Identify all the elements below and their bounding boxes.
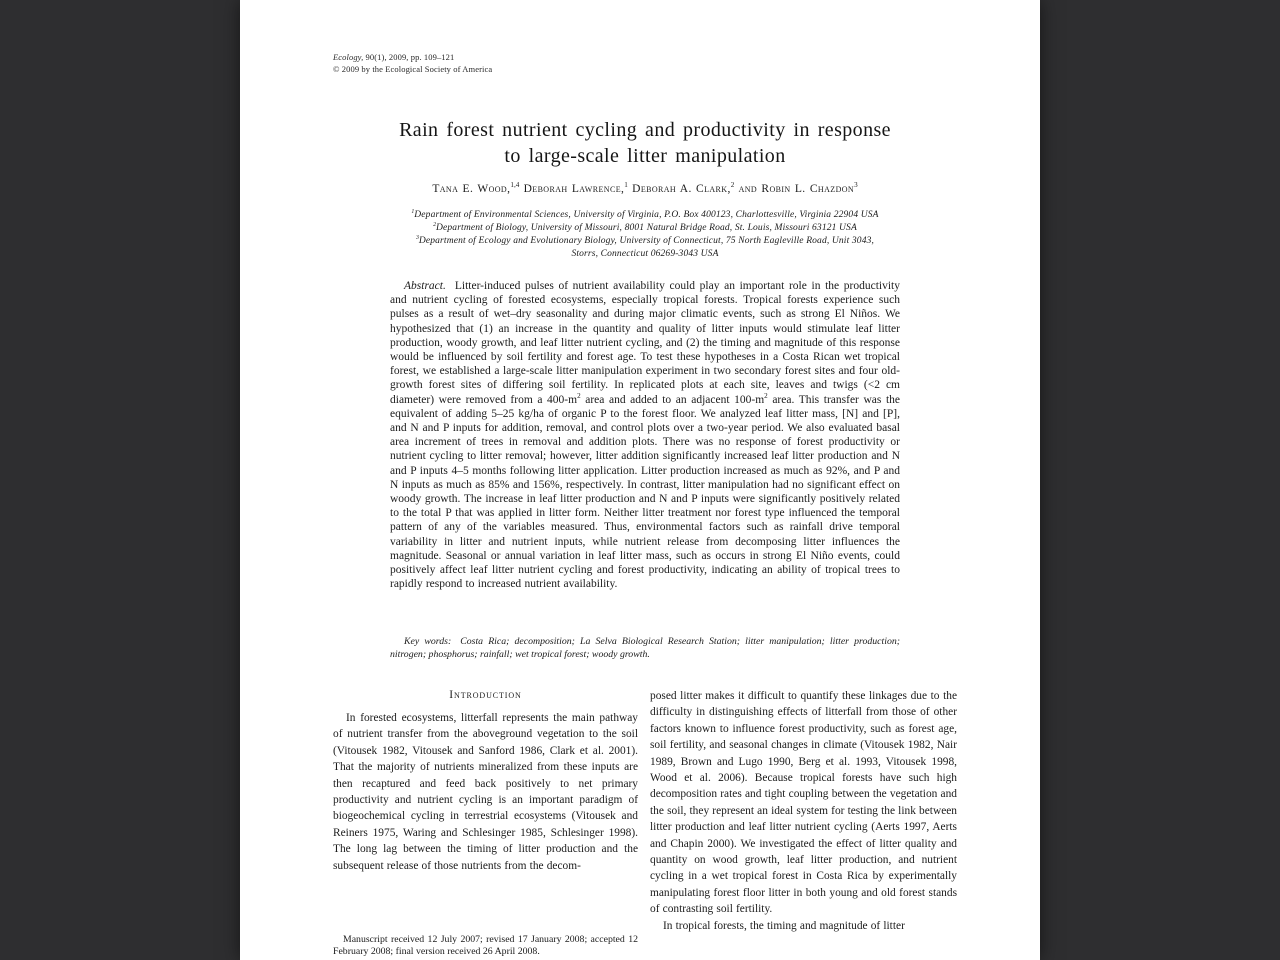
affiliation-text: Storrs, Connecticut 06269-3043 USA <box>571 248 719 259</box>
journal-name: Ecology, <box>333 52 364 62</box>
author-superscript: 3 <box>854 181 858 190</box>
author-superscript: 1 <box>624 181 628 190</box>
author-superscript: 2 <box>730 181 735 190</box>
affiliation-text: Department of Ecology and Evolutionary Biology, University of Connecticut, 75 North Eagleville Road, Unit 3043, <box>418 235 875 246</box>
affiliation-superscript: 1 <box>411 208 415 215</box>
abstract-text: area and added to an adjacent 100-m <box>580 393 765 406</box>
title-line-2: to large-scale litter manipulation <box>504 144 786 167</box>
affiliation-superscript: 3 <box>415 234 419 241</box>
body-paragraph: In tropical forests, the timing and magnitude of litter <box>663 919 905 932</box>
affiliation-line <box>333 222 957 235</box>
abstract-text: area. This transfer was the equivalent of adding 5–25 kg/ha of organic P to the forest floor. We analyzed leaf litter mass, [N] and [P], and N and P inputs for addition, removal, and control plots over a two-year period. We also evaluated basal area increment of trees in removal and addition plots. There was no response of forest productivity or nutrient cycling to litter removal; however, litter addition significantly increased leaf litter production and N and P inputs 4–5 months following litter application. Litter production increased as much as 92%, and P and N inputs as much as 85% and 156%, respectively. In contrast, litter manipulation had no significant effect on woody growth. The increase in leaf litter production and N and P inputs were significantly positively related to the total P that was applied in litter form. Neither litter treatment nor forest type influenced the temporal pattern of any of the variables measured. Thus, environmental factors such as rainfall drive temporal variability in litter and nutrient inputs, while nutrient release from decomposing litter influences the magnitude. Seasonal or annual variation in leaf litter mass, such as occurs in strong El Niño events, could positively affect leaf litter nutrient cycling and forest productivity, indicating an ability of tropical trees to rapidly respond to increased nutrient availability. <box>390 393 900 591</box>
journal-citation <box>333 51 492 76</box>
affiliation-line <box>333 209 957 222</box>
affiliation-line <box>333 235 957 248</box>
squared-superscript: 2 <box>577 391 581 400</box>
author-list <box>333 183 957 195</box>
paper-title <box>333 118 957 169</box>
keywords-label: Key words: <box>404 636 452 647</box>
abstract-label: Abstract. <box>404 280 446 292</box>
copyright-notice: © 2009 by the Ecological Society of America <box>333 64 493 75</box>
affiliation-text: Department of Environmental Sciences, University of Virginia, P.O. Box 400123, Charlottesville, Virginia 22904 USA <box>414 210 879 220</box>
document-page <box>240 0 1040 960</box>
keywords-section <box>390 635 900 661</box>
keywords-text: Costa Rica; decomposition; La Selva Biological Research Station; litter manipulation; litter production; nitrogen; phosphorus; rainfall; wet tropical forest; woody growth. <box>390 636 900 660</box>
journal-citation-rest: 90(1), 2009, pp. 109–121 <box>363 52 455 62</box>
introduction-heading: Introduction <box>449 689 522 701</box>
body-paragraph: posed litter makes it difficult to quantify these linkages due to the difficulty in distinguishing effects of litterfall from those of other factors known to influence forest productivity, such as forest age, soil fertility, and seasonal changes in climate (Vitousek 1982, Nair 1989, Brown and Lugo 1990, Berg et al. 1993, Vitousek 1998, Wood et al. 2006). Because tropical forests have such high decomposition rates and tight coupling between the vegetation and the soil, they represent an ideal system for testing the link between litter production and leaf litter nutrient cycling (Aerts 1997, Aerts and Chapin 2000). We investigated the effect of litter quality and quantity on wood growth, leaf litter production, and nutrient cycling in a wet tropical forest in Costa Rica by experimentally manipulating forest floor litter in both young and old forest stands of contrasting soil fertility. <box>650 690 957 916</box>
author-name: Deborah A. Clark, <box>632 183 731 195</box>
journal-citation-line <box>333 51 492 63</box>
body-paragraph: In forested ecosystems, litterfall represents the main pathway of nutrient transfer from the aboveground vegetation to the soil (Vitousek 1982, Vitousek and Sanford 1986, Clark et al. 2001). That the majority of nutrients mineralized from these inputs are then recaptured and feed back positively to net primary productivity and nutrient cycling is an important paradigm of biogeochemical cycling in terrestrial ecosystems (Vitousek and Reiners 1975, Waring and Schlesinger 1985, Schlesinger 1998). The long lag between the timing of litter production and the subsequent release of those nutrients from the decom- <box>333 712 638 872</box>
intro-right-column <box>650 688 957 934</box>
title-line-1: Rain forest nutrient cycling and productivity in response <box>399 119 891 141</box>
squared-superscript: 2 <box>764 391 768 400</box>
author-name: Tana E. Wood, <box>432 183 511 195</box>
author-superscript: 1,4 <box>510 181 520 190</box>
author-name: and Robin L. Chazdon <box>738 183 855 195</box>
affiliation-list <box>333 209 957 261</box>
abstract-section <box>390 279 900 591</box>
affiliation-text: Department of Biology, University of Missouri, 8001 Natural Bridge Road, St. Louis, Missouri 63121 USA <box>436 222 857 233</box>
affiliation-line <box>333 248 957 261</box>
intro-left-column <box>333 688 638 874</box>
affiliation-superscript: 2 <box>433 221 437 228</box>
abstract-text: Litter-induced pulses of nutrient availability could play an important role in the productivity and nutrient cycling of forested ecosystems, especially tropical forests. Tropical forests experience such pulses as a result of wet–dry seasonality and during major climatic events, such as strong El Niños. We hypothesized that (1) an increase in the quantity and quality of litter inputs would stimulate leaf litter production, woody growth, and leaf litter nutrient cycling, and (2) the timing and magnitude of this response would be influenced by soil fertility and forest age. To test these hypotheses in a Costa Rican wet tropical forest, we established a large-scale litter manipulation experiment in two secondary forest sites and four old-growth forest sites of differing soil fertility. In replicated plots at each site, leaves and twigs (<2 cm diameter) were removed from a 400-m <box>390 280 900 406</box>
author-name: Deborah Lawrence, <box>523 183 625 195</box>
manuscript-footnote: Manuscript received 12 July 2007; revised 17 January 2008; accepted 12 February 2008; final version received 26 April 2008. <box>333 934 638 957</box>
